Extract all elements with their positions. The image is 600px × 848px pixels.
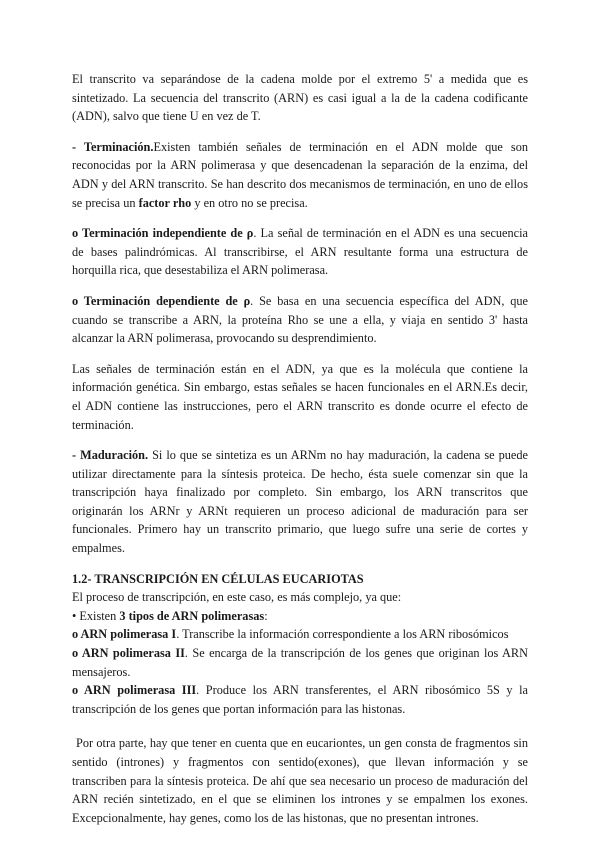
maturation-heading: - Maduración. <box>72 448 149 463</box>
termination-text-a: Existen también señales de terminación en el ADN molde que son reconocidas por la ARN polimerasa y que desencadenan la separación de la enzima, del ADN y del ARN transcrito. Se han descrito dos mecanismos de terminación, en uno de ellos se precisa un <box>72 139 528 210</box>
polymerase-i-label: o ARN polimerasa I <box>72 627 177 642</box>
rho-independent-text: . La señal de terminación en el ADN es una secuencia de bases palindrómicas. Al transcribirse, el ARN resultante forma una estructura de horquilla rica, que desestabiliza el ARN polimerasa. <box>72 226 528 278</box>
paragraph-termination-signals: Las señales de terminación están en el ADN, ya que es la molécula que contiene la información genética. Sin embargo, estas señales se hacen funcionales en el ARN.Es decir, el ADN contiene las instrucciones, pero el ARN transcrito es donde ocurre el efecto de terminación. <box>72 361 528 432</box>
maturation-text: Si lo que se sintetiza es un ARNm no hay maduración, la cadena se puede utilizar directamente para la síntesis proteica. De hecho, ésta suele comenzar sin que la transcripción haya finalizado por completo. Sin embargo, los ARN transcritos que originarán los ARNr y ARNt requieren un proceso adicional de maduración para ser funcionales. Primero hay un transcrito primario, que luego sufre una serie de cortes y empalmes. <box>72 448 528 556</box>
polymerase-ii-item: o ARN polimerasa II. Se encarga de la transcripción de los genes que originan los ARN mensajeros. <box>72 646 528 679</box>
paragraph-maturation <box>72 446 528 558</box>
factor-rho-term: factor rho <box>138 195 192 210</box>
termination-heading: - Terminación. <box>72 139 154 154</box>
polymerase-iii-label: o ARN polimerasa III <box>72 683 197 698</box>
polymerase-i-item: o ARN polimerasa I. Transcribe la información correspondiente a los ARN ribosómicos <box>72 627 509 642</box>
termination-text-b: y en otro no se precisa. <box>191 195 308 210</box>
paragraph-termination <box>72 138 528 212</box>
polymerase-ii-label: o ARN polimerasa II <box>72 646 185 661</box>
section-intro: El proceso de transcripción, en este caso, es más complejo, ya que: <box>72 590 402 605</box>
paragraph-transcript: El transcrito va separándose de la cadena molde por el extremo 5' a medida que es sintetizado. La secuencia del transcrito (ARN) es casi igual a la de la cadena codificante (ADN), salvo que tiene U en vez de T. <box>72 72 528 124</box>
rho-dependent-heading: o Terminación dependiente de ρ <box>72 293 251 308</box>
section-heading: 1.2- TRANSCRIPCIÓN EN CÉLULAS EUCARIOTAS <box>72 571 364 586</box>
paragraph-introns-exons: Por otra parte, hay que tener en cuenta que en eucariontes, un gen consta de fragmentos sin sentido (intrones) y fragmentos con sentido(exones), que llevan información y se transcriben para la síntesis proteica. De ahí que sea necesario un proceso de maduración del ARN recién sintetizado, en el que se eliminen los intrones y se empalmen los exones. Excepcionalmente, hay genes, como los de las histonas, que no presentan intrones. <box>72 736 528 825</box>
rho-independent-heading: o Terminación independiente de ρ <box>72 226 254 241</box>
paragraph-rho-dependent <box>72 292 528 348</box>
document-body <box>72 70 528 827</box>
polymerase-types-bullet: • Existen 3 tipos de ARN polimerasas: <box>72 608 268 623</box>
rho-dependent-text: . Se basa en una secuencia específica del ADN, que cuando se transcribe a ARN, la proteína Rho se une a ella, y viaja en sentido 3' hasta alcanzar la ARN polimerasa, provocando su desprendimiento. <box>72 293 528 346</box>
paragraph-rho-independent <box>72 224 528 280</box>
polymerase-types-bold: 3 tipos de ARN polimerasas <box>119 608 265 623</box>
polymerase-iii-item: o ARN polimerasa III. Produce los ARN transferentes, el ARN ribosómico 5S y la transcripción de los genes que portan información para las histonas. <box>72 683 528 716</box>
